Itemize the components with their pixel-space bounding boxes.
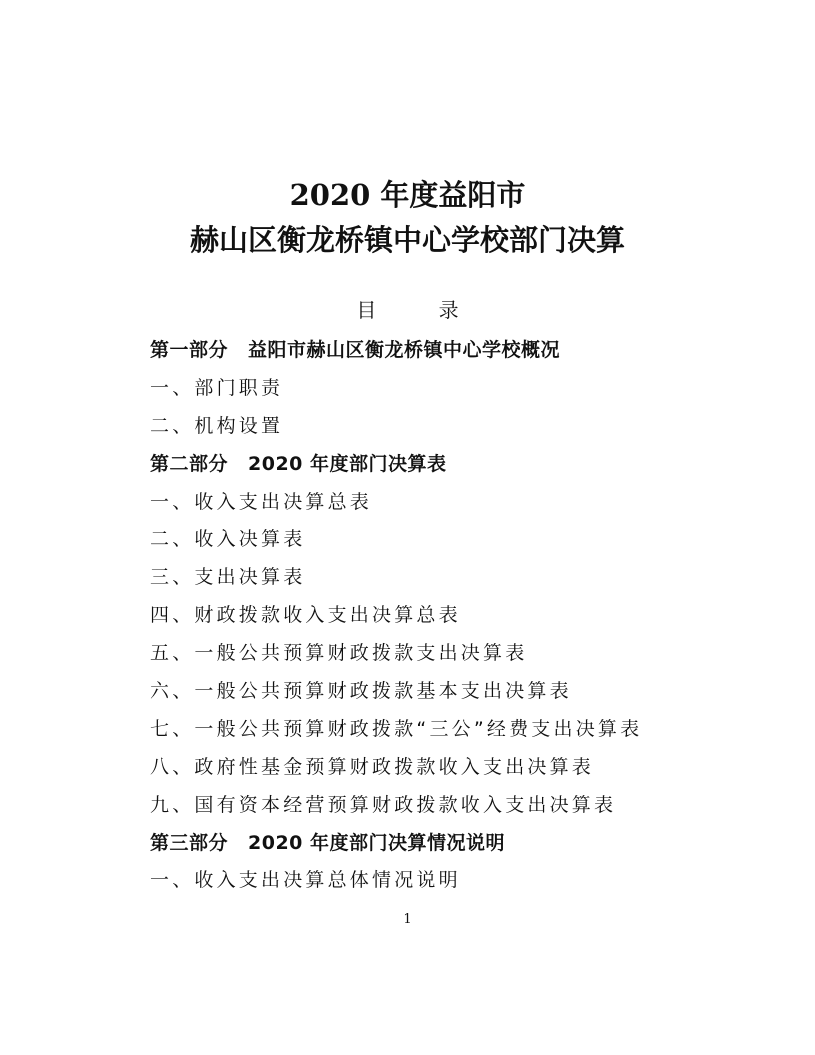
toc-item: 二、收入决算表	[150, 528, 306, 551]
toc-item: 一、部门职责	[150, 376, 284, 399]
toc-item: 七、一般公共预算财政拨款“三公”经费支出决算表	[150, 717, 643, 740]
toc-part-2	[150, 452, 790, 490]
toc-item: 二、机构设置	[150, 414, 284, 437]
toc-part-1	[150, 338, 790, 376]
toc-part-title: 益阳市赫山区衡龙桥镇中心学校概况	[248, 339, 561, 361]
toc-item: 五、一般公共预算财政拨款支出决算表	[150, 642, 528, 665]
toc-item: 八、政府性基金预算财政拨款收入支出决算表	[150, 755, 595, 778]
toc-heading: 目 录	[356, 298, 487, 322]
page-number: 1	[403, 912, 412, 927]
toc-part-title: 2020 年度部门决算表	[248, 452, 447, 475]
toc-part-label: 第二部分	[150, 452, 229, 475]
toc-item: 六、一般公共预算财政拨款基本支出决算表	[150, 680, 572, 703]
toc-part-3	[150, 831, 790, 869]
toc-part-title: 2020 年度部门决算情况说明	[248, 831, 506, 854]
toc-part-label: 第一部分	[150, 339, 229, 361]
toc-item: 四、财政拨款收入支出决算总表	[150, 604, 461, 627]
table-of-contents	[150, 338, 790, 906]
toc-item: 九、国有资本经营预算财政拨款收入支出决算表	[150, 793, 617, 816]
toc-item: 三、支出决算表	[150, 566, 306, 589]
toc-item: 一、收入支出决算总表	[150, 490, 373, 513]
document-title-line-2: 赫山区衡龙桥镇中心学校部门决算	[189, 223, 625, 257]
toc-item: 一、收入支出决算总体情况说明	[150, 869, 461, 892]
toc-part-label: 第三部分	[150, 831, 229, 854]
document-title-line-1: 2020 年度益阳市	[289, 178, 526, 212]
